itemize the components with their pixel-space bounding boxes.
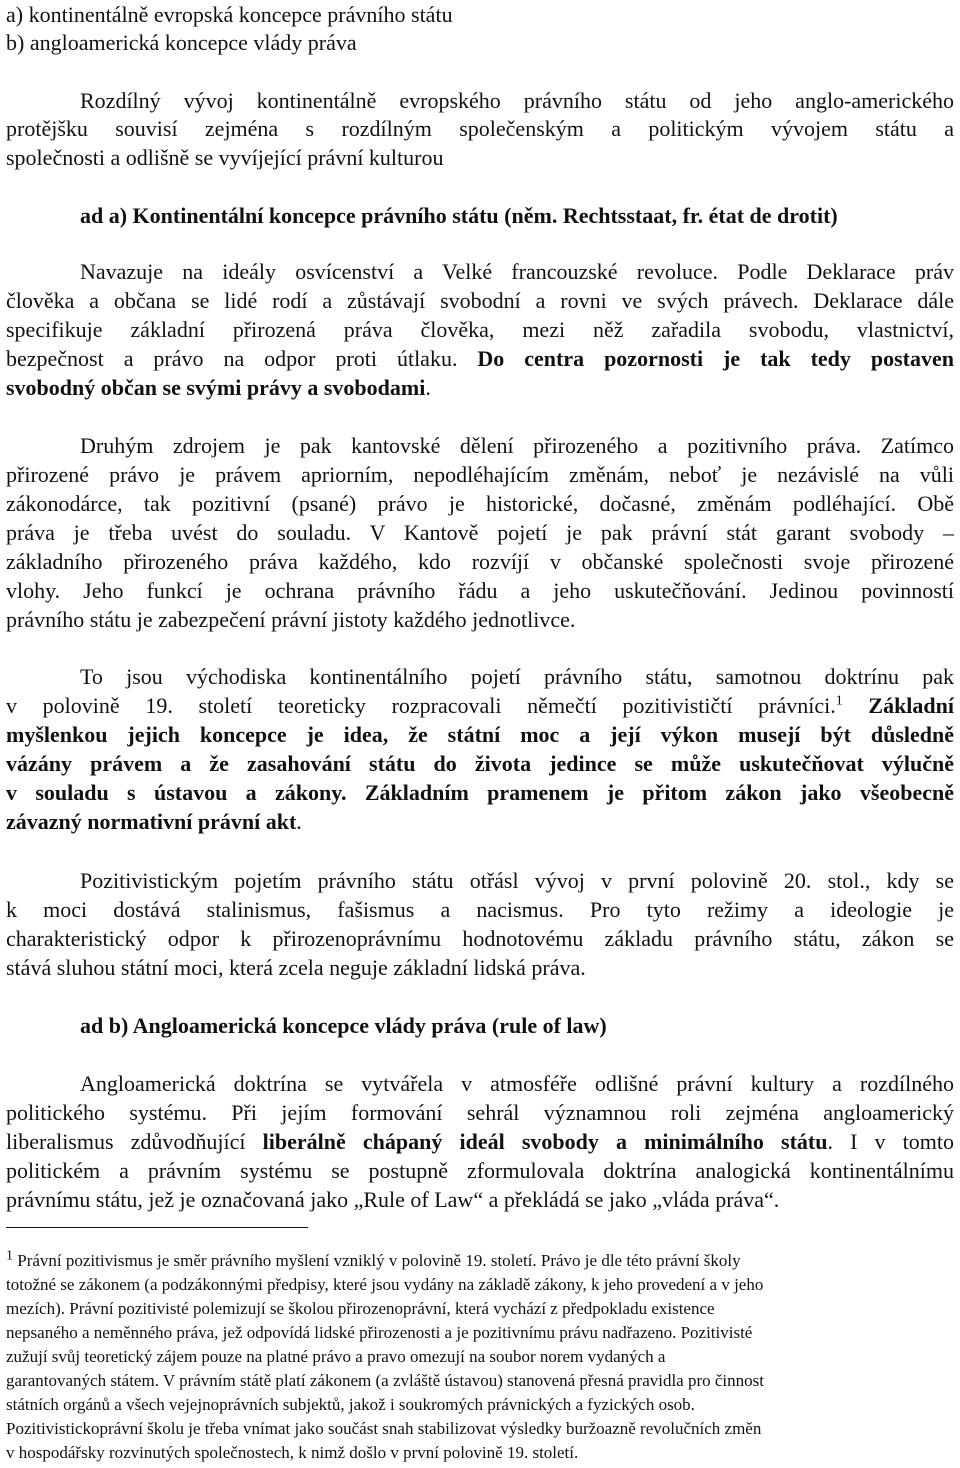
p1-line-5 <box>6 373 954 402</box>
p1-line-4-bold: Do centra pozornosti je tak tedy postaven <box>477 346 954 371</box>
p3-line-5-bold: v souladu s ústavou a zákony. Základním pramenem je přitom zákon jako všeobecně <box>6 780 954 805</box>
p5-line-3-end: . I v tomto <box>827 1129 954 1154</box>
list-item-a: a) kontinentálně evropská koncepce právního státu <box>6 2 453 27</box>
p1-line-2: člověka a občana se lidé rodí a zůstávají svobodní a rovni ve svých právech. Deklarace dále <box>6 288 954 313</box>
p2-line-2: přirozené právo je právem apriorním, nepodléhajícím změnám, neboť je nezávislé na vůli <box>6 462 954 487</box>
footnote-line-2: totožné se zákonem (a podzákonnými předpisy, které jsou vydány na základě zákony, k jeho provedení a v jeho <box>6 1275 764 1294</box>
p3-line-2-text: v polovině 19. století teoreticky rozpracovali němečtí pozitivističtí právníci. <box>6 693 836 718</box>
p3-line-4 <box>6 749 954 778</box>
p5-line-5: právnímu státu, jež je označovaná jako „Rule of Law“ a překládá se jako „vláda práva“. <box>6 1187 780 1212</box>
p2-line-6: vlohy. Jeho funkcí je ochrana právního řádu a jeho uskutečňování. Jedinou povinností <box>6 578 954 603</box>
p3-line-5 <box>6 778 954 807</box>
heading-a-text: ad a) Kontinentální koncepce právního státu (něm. Rechtsstaat, fr. état de drotit) <box>80 203 838 228</box>
footnote-line-6: garantovaných státem. V právním státě platí zákonem (a zvláště ústavou) stanovená přesná pravidla pro činnost <box>6 1371 764 1390</box>
p1-line-5-bold: svobodný občan se svými právy a svobodami <box>6 375 426 400</box>
intro-line-2: protějšku souvisí zejména s rozdílným společenským a politickým vývojem státu a <box>6 116 954 141</box>
intro-line-3: společnosti a odlišně se vyvíjející právní kulturou <box>6 145 444 170</box>
p2-line-5: základního přirozeného práva každého, kdo rozvíjí v občanské společnosti svoje přirozené <box>6 549 954 574</box>
p3-line-6-bold: závazný normativní právní akt <box>6 809 297 834</box>
p5-line-3-text: liberalismus zdůvodňující <box>6 1129 263 1154</box>
p1-line-4-text: bezpečnost a právo na odpor proti útlaku. <box>6 346 478 371</box>
p1-line-3: specifikuje základní přirozená práva člověka, mezi něž zařadila svobodu, vlastnictví, <box>6 317 954 342</box>
p1-line-5-end: . <box>425 375 431 400</box>
footnote-line-7: státních orgánů a všech vejejnoprávních subjektů, jakož i soukromých právnických a fyzických osob. <box>6 1395 695 1414</box>
p2-line-3: zákonodárce, tak pozitivní (psané) právo je historické, dočasné, změnám podléhající. Obě <box>6 491 954 516</box>
footnote-mark: 1 <box>6 1248 13 1264</box>
p3-line-2 <box>6 691 954 720</box>
footnote-line-3: mezích). Právní pozitivisté polemizují se školou přirozenoprávní, která vychází z předpokladu existence <box>6 1299 715 1318</box>
p2-line-1: Druhým zdrojem je pak kantovské dělení přirozeného a pozitivního práva. Zatímco <box>80 433 954 458</box>
intro-line-1: Rozdílný vývoj kontinentálně evropského právního státu od jeho anglo-amerického <box>80 88 954 113</box>
p2-line-4: práva je třeba uvést do souladu. V Kantově pojetí je pak právní stát garant svobody – <box>6 520 954 545</box>
p3-line-6-end: . <box>296 809 302 834</box>
p3-line-2-bold: Základní <box>842 693 954 718</box>
p5-line-2: politického systému. Při jejím formování sehrál významnou roli zejména angloamerický <box>6 1100 954 1125</box>
p5-line-1: Angloamerická doktrína se vytvářela v atmosféře odlišné právní kultury a rozdílného <box>80 1071 954 1096</box>
p3-line-6 <box>6 807 954 836</box>
p3-line-4-bold: vázány právem a že zasahování státu do života jedince se může uskutečňovat výlučně <box>6 751 954 776</box>
p1-line-1: Navazuje na ideály osvícenství a Velké francouzské revoluce. Podle Deklarace práv <box>80 259 954 284</box>
p3-line-1: To jsou východiska kontinentálního pojetí právního státu, samotnou doktrínu pak <box>80 664 954 689</box>
p4-line-3: charakteristický odpor k přirozenoprávnímu hodnotovému základu právního státu, zákon se <box>6 926 954 951</box>
p4-line-1: Pozitivistickým pojetím právního státu otřásl vývoj v první polovině 20. stol., kdy se <box>80 868 954 893</box>
p5-line-4: politickém a právním systému se postupně zformulovala doktrína analogická kontinentálnímu <box>6 1158 954 1183</box>
heading-a <box>6 201 954 230</box>
footnote-line-5: zužují svůj teoretický zájem pouze na platné právo a pravo omezují na soubor norem vydaných a <box>6 1347 666 1366</box>
footnote-line-1 <box>6 1249 954 1273</box>
p3-line-3 <box>6 720 954 749</box>
p5-line-3-bold: liberálně chápaný ideál svobody a minimálního státu <box>262 1129 828 1154</box>
heading-b <box>6 1011 954 1040</box>
p2-line-7: právního státu je zabezpečení právní jistoty každého jednotlivce. <box>6 607 576 632</box>
footnote-line-8: Pozitivistickoprávní školu je třeba vnímat jako součást snah stabilizovat výsledky buržoazně revolučních změn <box>6 1419 762 1438</box>
footnote-separator <box>6 1227 308 1228</box>
heading-b-text: ad b) Angloamerická koncepce vlády práva (rule of law) <box>80 1013 607 1038</box>
p3-line-3-bold: myšlenkou jejich koncepce je idea, že státní moc a její výkon musejí být důsledně <box>6 722 954 747</box>
footnote-line-4: nepsaného a neměnného práva, jež odpovídá lidské přirozenosti a je pozitivnímu právu nadřazeno. Pozitivisté <box>6 1323 753 1342</box>
footnote-line-1-text: Právní pozitivismus je směr právního myšlení vzniklý v polovině 19. století. Právo je dle této právní školy <box>13 1251 741 1270</box>
p5-line-3 <box>6 1127 954 1156</box>
p4-line-4: stává sluhou státní moci, která zcela neguje základní lidská práva. <box>6 955 586 980</box>
p1-line-4 <box>6 344 954 373</box>
list-item-b: b) angloamerická koncepce vlády práva <box>6 30 357 55</box>
p4-line-2: k moci dostává stalinismus, fašismus a nacismus. Pro tyto režimy a ideologie je <box>6 897 954 922</box>
footnote-line-9: v hospodářsky rozvinutých společnostech, k nimž došlo v první polovině 19. století. <box>6 1443 579 1462</box>
footnote-ref: 1 <box>835 693 843 709</box>
